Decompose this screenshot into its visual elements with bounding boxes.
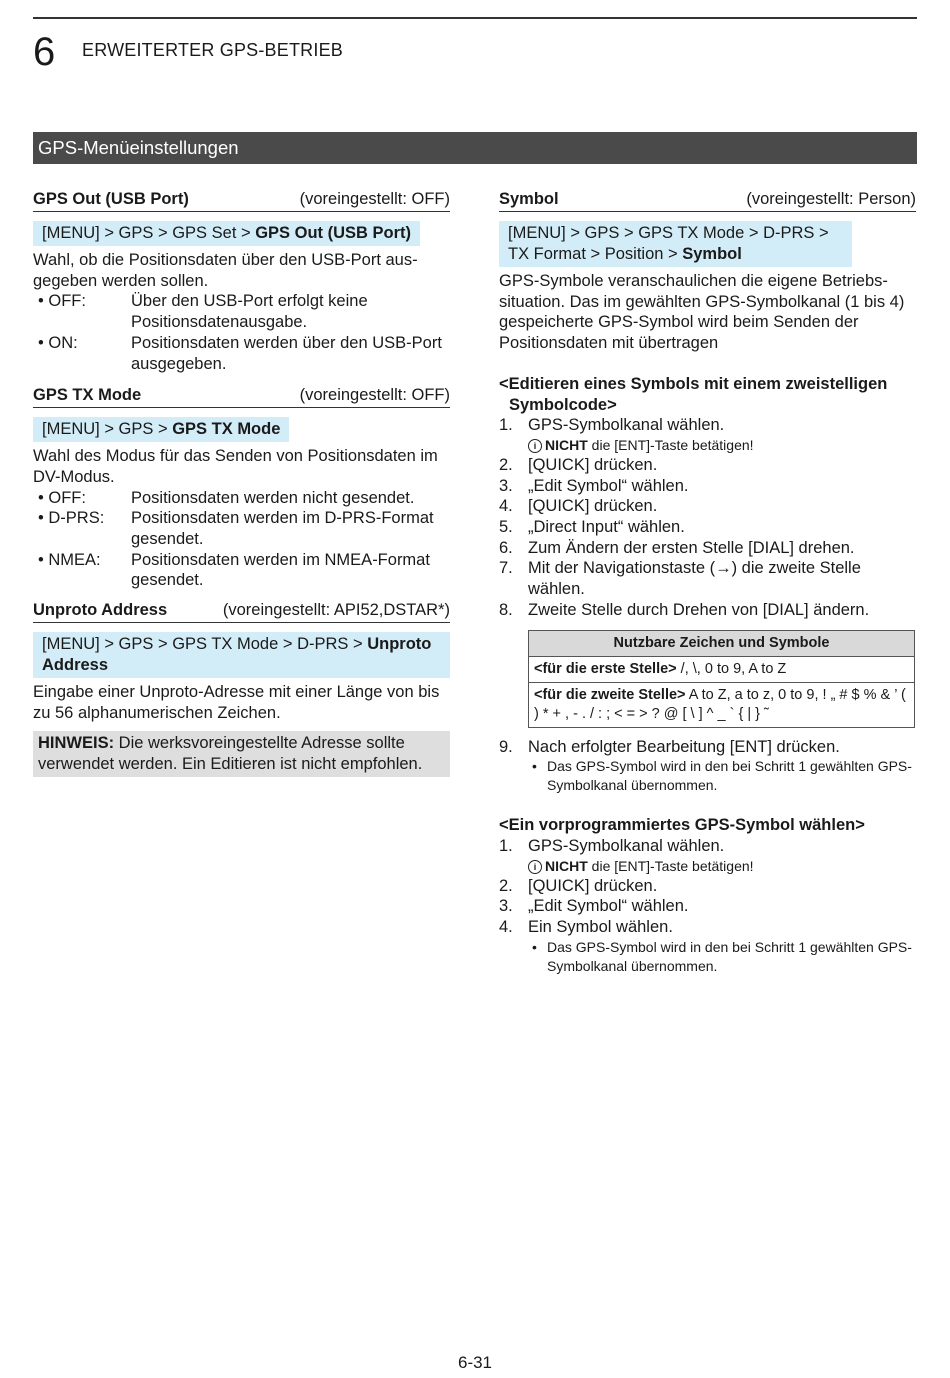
bullet-note (499, 938, 916, 976)
gps-tx-mode-description: Wahl des Modus für das Senden von Positionsdaten im DV-Modus. (33, 447, 438, 486)
step-number: 3. (499, 476, 513, 495)
symbol-title: Symbol (499, 190, 559, 208)
gps-tx-mode-menu-path (33, 417, 289, 442)
bullet-note (499, 757, 916, 795)
step-text: Mit der Navigationstaste (→) die zweite Stelle wählen. (528, 559, 861, 599)
preset-heading: <Ein vorprogrammiertes GPS-Symbol wählen> (499, 816, 865, 835)
right-column (499, 189, 916, 976)
caution-bold: NICHT (545, 857, 588, 874)
step-text: „Edit Symbol“ wählen. (528, 897, 689, 916)
caution-line (499, 436, 916, 455)
option-key: • OFF: (38, 292, 86, 311)
preset-symbol-section (499, 815, 916, 976)
step-text: Zweite Stelle durch Drehen von [DIAL] ändern. (528, 600, 870, 619)
symbol-default: (voreingestellt: Person) (746, 190, 916, 208)
step-text: GPS-Symbolkanal wählen. (528, 416, 725, 435)
option-text: Positionsdaten werden über den USB-Port ausgegeben. (131, 333, 442, 373)
hinweis-note (33, 731, 450, 777)
option-item (33, 488, 450, 509)
step-text: [QUICK] drücken. (528, 455, 658, 474)
step-item (499, 896, 916, 917)
step-text: GPS-Symbolkanal wählen. (528, 836, 725, 855)
step-text: [QUICK] drücken. (528, 497, 658, 516)
step-item (499, 455, 916, 476)
step-number: 7. (499, 559, 513, 578)
note-label: HINWEIS: (38, 733, 115, 752)
path-text: [MENU] > GPS > GPS Set > (42, 224, 256, 242)
step-item (499, 917, 916, 938)
unproto-title: Unproto Address (33, 601, 168, 620)
step-item (499, 600, 916, 621)
symbol-heading (499, 189, 916, 212)
bullet-text: Das GPS-Symbol wird in den bei Schritt 1 gewählten GPS-Symbolkanal übernommen. (547, 938, 912, 974)
step-number: 1. (499, 416, 513, 435)
bullet-dot: • (532, 758, 537, 775)
row-value: A to Z, a to z, 0 to 9, ! „ # $ % & ’ ( ) * + , - . / : ; < = > ? @ [ \ ] ^ _ ` { | } ˜ (534, 686, 906, 722)
option-key: • OFF: (38, 488, 86, 507)
step-text: Zum Ändern der ersten Stelle [DIAL] drehen. (528, 538, 855, 557)
bullet-dot: • (532, 938, 537, 955)
info-icon: i (528, 439, 542, 453)
option-key: • NMEA: (38, 550, 101, 569)
step-item (499, 836, 916, 857)
step-item (499, 476, 916, 497)
path-target: GPS TX Mode (172, 420, 281, 439)
bullet-text: Das GPS-Symbol wird in den bei Schritt 1 gewählten GPS-Symbolkanal übernommen. (547, 758, 912, 794)
symbol-description: GPS-Symbole veranschaulichen die eigene Betriebs-situation. Das im gewählten GPS-Symbolkanal (1 bis 4) gespeicherte GPS-Symbol wird beim Senden der Positionsdaten mit übertragen (499, 272, 905, 353)
chapter-number: 6 (33, 30, 56, 74)
left-column (33, 189, 450, 777)
gps-out-default: (voreingestellt: OFF) (299, 190, 450, 208)
step-number: 2. (499, 455, 513, 474)
characters-table (528, 630, 915, 728)
step-item (499, 876, 916, 897)
step-number: 6. (499, 538, 513, 557)
path-text: [MENU] > GPS > GPS TX Mode > D-PRS > (42, 635, 368, 654)
step-item (499, 517, 916, 538)
step-item (499, 538, 916, 559)
top-rule (33, 17, 917, 19)
step-number: 1. (499, 836, 513, 855)
step-text: [QUICK] drücken. (528, 876, 658, 895)
step-number: 4. (499, 497, 513, 516)
edit-steps (499, 415, 916, 620)
option-text: Positionsdaten werden im D-PRS-Format gesendet. (131, 509, 434, 549)
unproto-menu-path (33, 632, 450, 678)
step-text: Nach erfolgter Bearbeitung [ENT] drücken. (528, 737, 840, 756)
step-number: 8. (499, 600, 513, 619)
step-text: Ein Symbol wählen. (528, 918, 673, 937)
step-number: 9. (499, 737, 513, 756)
option-key: • ON: (38, 333, 78, 352)
edit-symbol-section (499, 374, 916, 795)
path-text: [MENU] > GPS > (42, 420, 173, 439)
gps-out-options (33, 291, 450, 374)
gps-out-menu-path (33, 221, 420, 246)
step-text: „Direct Input“ wählen. (528, 518, 685, 537)
caution-line (499, 857, 916, 876)
gps-tx-mode-title: GPS TX Mode (33, 386, 142, 405)
unproto-default: (voreingestellt: API52,DSTAR*) (222, 601, 450, 620)
path-target: Unproto Address (42, 635, 432, 675)
table-row (529, 682, 915, 727)
path-text: [MENU] > GPS > GPS TX Mode > D-PRS > TX Format > Position > (508, 224, 829, 263)
table-header: Nutzbare Zeichen und Symbole (529, 630, 915, 656)
symbol-menu-path (499, 221, 852, 267)
edit-heading-line2: Symbolcode> (509, 395, 617, 414)
chapter-title: ERWEITERTER GPS-BETRIEB (82, 40, 343, 60)
caution-text: die [ENT]-Taste betätigen! (587, 857, 754, 874)
option-item (33, 333, 450, 374)
step-item (499, 558, 916, 599)
step-item (499, 737, 916, 758)
table-row (529, 656, 915, 682)
gps-tx-mode-options (33, 488, 450, 592)
unproto-heading (33, 600, 450, 623)
preset-steps (499, 836, 916, 976)
step-number: 4. (499, 918, 513, 937)
option-text: Positionsdaten werden im NMEA-Format gesendet. (131, 550, 430, 590)
info-icon: i (528, 860, 542, 874)
path-target: Symbol (682, 245, 742, 263)
option-text: Über den USB-Port erfolgt keine Positionsdatenausgabe. (131, 292, 368, 332)
caution-bold: NICHT (545, 436, 588, 453)
gps-tx-mode-heading (33, 385, 450, 408)
note-text: Die werksvoreingestellte Adresse sollte verwendet werden. Ein Editieren ist nicht empfohlen. (38, 733, 423, 773)
row-value: /, \, 0 to 9, A to Z (676, 660, 787, 677)
edit-heading-line1: <Editieren eines Symbols mit einem zweistelligen (499, 374, 888, 393)
step-text: „Edit Symbol“ wählen. (528, 476, 689, 495)
step-number: 3. (499, 897, 513, 916)
option-key: • D-PRS: (38, 509, 105, 528)
option-item (33, 291, 450, 332)
option-text: Positionsdaten werden nicht gesendet. (131, 488, 415, 507)
gps-out-title: GPS Out (USB Port) (33, 190, 189, 208)
option-item (33, 550, 450, 591)
gps-out-heading (33, 189, 450, 212)
row-label: <für die zweite Stelle> (534, 686, 686, 703)
gps-tx-mode-default: (voreingestellt: OFF) (299, 386, 450, 405)
unproto-description: Eingabe einer Unproto-Adresse mit einer Länge von bis zu 56 alphanumerischen Zeichen. (33, 683, 440, 722)
edit-steps-continued (499, 737, 916, 796)
gps-out-description: Wahl, ob die Positionsdaten über den USB-Port aus-gegeben werden sollen. (33, 251, 418, 290)
step-item (499, 415, 916, 436)
section-bar: GPS-Menüeinstellungen (33, 132, 917, 164)
option-item (33, 508, 450, 549)
page-number: 6-31 (457, 1353, 493, 1372)
step-number: 5. (499, 518, 513, 537)
step-number: 2. (499, 876, 513, 895)
path-target: GPS Out (USB Port) (255, 224, 412, 242)
caution-text: die [ENT]-Taste betätigen! (587, 436, 754, 453)
row-label: <für die erste Stelle> (534, 660, 677, 677)
step-item (499, 496, 916, 517)
